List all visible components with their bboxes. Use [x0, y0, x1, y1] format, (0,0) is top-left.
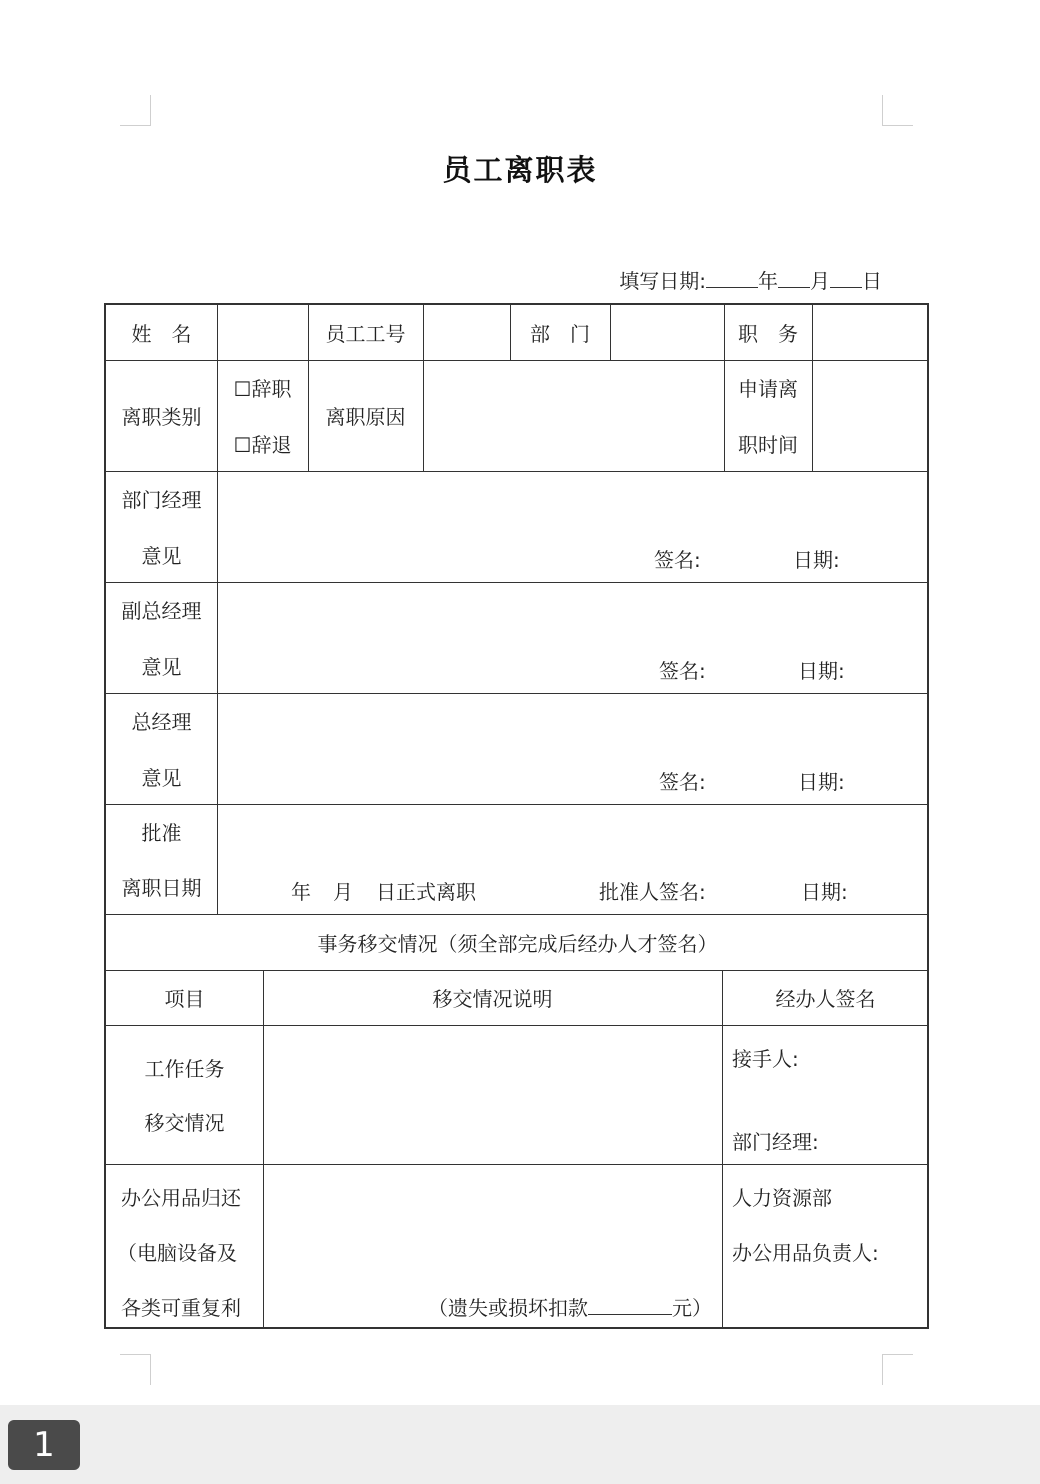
resign-checkbox[interactable]: ☐辞职: [233, 377, 292, 402]
position-label-cell: [724, 305, 812, 360]
deduction-suffix: 元）: [672, 1296, 712, 1320]
office-label-line2: （电脑设备及: [117, 1241, 237, 1265]
gm-opinion-input[interactable]: [217, 693, 929, 804]
approve-date-label: 日期:: [801, 880, 848, 904]
fill-date: [619, 265, 882, 294]
crop-mark-top-left: [120, 95, 151, 126]
approve-day-text: 日正式离职: [376, 880, 476, 904]
gm-label-cell: [106, 693, 217, 804]
vice-gm-label-line2: 意见: [141, 654, 182, 679]
resign-type-label-cell: [106, 360, 217, 471]
task-dept-manager-label: 部门经理:: [732, 1130, 819, 1154]
employee-id-label: 员工工号: [325, 322, 406, 346]
col-handler-label: 经办人签名: [775, 987, 876, 1011]
crop-mark-bottom-right: [882, 1354, 913, 1385]
resign-reason-label-cell: [308, 360, 423, 471]
dept-manager-label-line1: 部门经理: [121, 488, 202, 513]
apply-time-input[interactable]: [812, 360, 929, 471]
resignation-form-table: [104, 303, 929, 1329]
approve-date-label-cell: [106, 804, 217, 914]
office-label-line1: 办公用品归还: [121, 1186, 241, 1210]
task-label-line2: 移交情况: [144, 1110, 225, 1135]
office-supplies-desc-input[interactable]: [263, 1164, 722, 1329]
col-desc-label: 移交情况说明: [432, 987, 553, 1011]
department-input[interactable]: [610, 305, 724, 360]
crop-mark-bottom-left: [120, 1354, 151, 1385]
employee-id-label-cell: [308, 305, 423, 360]
task-handover-label-cell: [106, 1025, 263, 1164]
fill-date-day-blank[interactable]: [830, 271, 862, 288]
task-handover-desc-input[interactable]: [263, 1025, 722, 1164]
gm-sign-label: 签名:: [659, 770, 706, 794]
vice-gm-sign-label: 签名:: [659, 659, 706, 683]
deduction-note: [428, 1292, 712, 1321]
gm-label-line1: 总经理: [131, 710, 192, 735]
handover-section-title: 事务移交情况（须全部完成后经办人才签名）: [317, 931, 718, 956]
approve-year: 年: [291, 880, 311, 904]
employee-id-input[interactable]: [423, 305, 510, 360]
approver-sign-label: 批准人签名:: [599, 880, 706, 904]
dept-manager-label-line2: 意见: [141, 543, 182, 568]
crop-mark-top-right: [882, 95, 913, 126]
dept-manager-sign-label: 签名:: [654, 548, 701, 572]
fill-date-month-blank[interactable]: [778, 271, 810, 288]
name-input[interactable]: [217, 305, 308, 360]
approve-label-line2: 离职日期: [121, 876, 202, 900]
deduction-prefix: （遗失或损坏扣款: [428, 1296, 588, 1320]
dept-manager-opinion-input[interactable]: [217, 471, 929, 582]
resign-reason-input[interactable]: [423, 360, 724, 471]
col-item-label: 项目: [164, 987, 205, 1011]
fill-date-year-blank[interactable]: [706, 271, 758, 288]
page-number-badge[interactable]: [8, 1420, 80, 1470]
vice-gm-label-cell: [106, 582, 217, 693]
approve-month: 月: [333, 880, 353, 904]
gm-label-line2: 意见: [141, 765, 182, 790]
apply-time-label-line2: 职时间: [738, 432, 798, 457]
resign-reason-label: 离职原因: [325, 405, 406, 429]
dismiss-checkbox[interactable]: ☐辞退: [233, 432, 292, 457]
fill-date-label: 填写日期:: [619, 269, 706, 293]
page-number: 1: [33, 1425, 55, 1465]
col-item-header: [106, 970, 263, 1025]
apply-time-label-line1: 申请离: [738, 377, 798, 402]
hr-label-line2: 办公用品负责人:: [732, 1241, 879, 1265]
office-supplies-label-cell: [106, 1164, 263, 1329]
name-label-cell: [106, 305, 217, 360]
handover-section-title-cell: [106, 914, 929, 970]
resign-type-label: 离职类别: [121, 405, 202, 429]
position-input[interactable]: [812, 305, 929, 360]
task-label-line1: 工作任务: [144, 1057, 225, 1082]
task-handover-signatures[interactable]: [722, 1025, 929, 1164]
fill-date-month: 月: [810, 269, 830, 293]
deduction-amount-blank[interactable]: [588, 1298, 672, 1315]
col-handler-header: [722, 970, 929, 1025]
fill-date-day: 日: [862, 269, 882, 293]
vice-gm-date-label: 日期:: [798, 659, 845, 683]
gm-date-label: 日期:: [798, 770, 845, 794]
hr-label-line1: 人力资源部: [732, 1186, 832, 1210]
office-label-line3: 各类可重复利: [121, 1296, 241, 1320]
approve-date-input[interactable]: [217, 804, 929, 914]
vice-gm-label-line1: 副总经理: [121, 599, 202, 624]
col-desc-header: [263, 970, 722, 1025]
receiver-label: 接手人:: [732, 1047, 799, 1071]
position-label: 职 务: [738, 322, 798, 346]
department-label-cell: [510, 305, 610, 360]
form-title: 员工离职表: [442, 153, 598, 187]
approve-label-line1: 批准: [141, 821, 182, 845]
apply-time-label-cell: [724, 360, 812, 471]
dept-manager-date-label: 日期:: [793, 548, 840, 572]
name-label: 姓 名: [131, 322, 192, 346]
vice-gm-opinion-input[interactable]: [217, 582, 929, 693]
department-label: 部 门: [530, 322, 590, 346]
office-supplies-signatures[interactable]: [722, 1164, 929, 1329]
dept-manager-label-cell: [106, 471, 217, 582]
fill-date-year: 年: [758, 269, 778, 293]
resign-type-options: [217, 360, 308, 471]
